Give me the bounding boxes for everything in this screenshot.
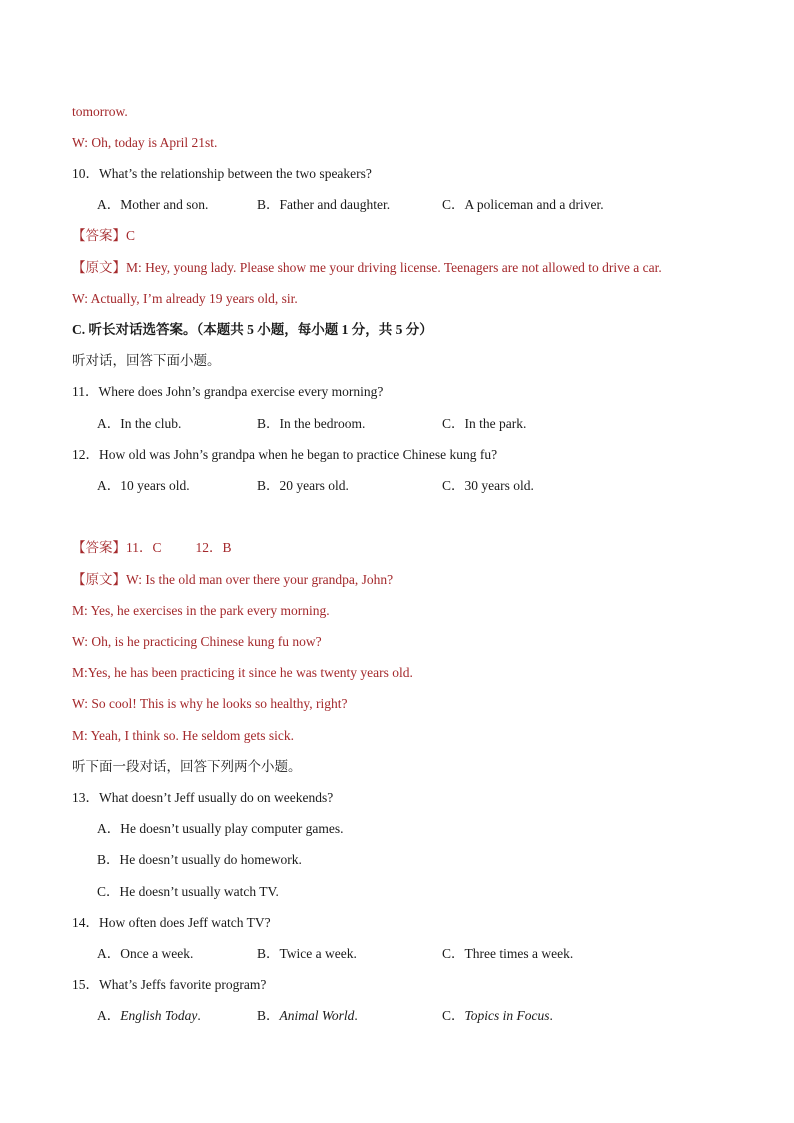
program-title: Animal World xyxy=(279,1008,355,1023)
question-14: 14．How often does Jeff watch TV? xyxy=(72,915,271,930)
original-tag: 【原文】 xyxy=(72,260,126,275)
question-13: 13．What doesn’t Jeff usually do on weekends? xyxy=(72,790,334,805)
answer-value: C xyxy=(126,228,136,243)
answer-tag: 【答案】 xyxy=(72,228,126,243)
transcript-text: M: Hey, young lady. Please show me your driving license. Teenagers are not allowed to drive a car. xyxy=(126,260,662,275)
q12-option-b[interactable]: B．20 years old. xyxy=(257,478,349,493)
section-c-heading: C. 听长对话选答案。（本题共 5 小题，每小题 1 分，共 5 分） xyxy=(72,322,433,337)
period: . xyxy=(197,1008,201,1023)
original-tag: 【原文】 xyxy=(72,572,126,587)
transcript-text: W: Is the old man over there your grandpa, John? xyxy=(126,572,394,587)
transcript-line: M:Yes, he has been practicing it since he was twenty years old. xyxy=(72,665,413,680)
transcript-line: W: Oh, is he practicing Chinese kung fu now? xyxy=(72,634,322,649)
answer-12: 12．B xyxy=(195,540,232,555)
period: . xyxy=(549,1008,553,1023)
question-15: 15．What’s Jeffs favorite program? xyxy=(72,977,267,992)
transcript-line: W: So cool! This is why he looks so healthy, right? xyxy=(72,696,348,711)
q11-option-b[interactable]: B．In the bedroom. xyxy=(257,416,366,431)
question-10: 10．What’s the relationship between the two speakers? xyxy=(72,166,372,181)
program-title: English Today xyxy=(120,1008,198,1023)
option-letter: A． xyxy=(97,1008,121,1023)
transcript-line: W: Actually, I’m already 19 years old, sir. xyxy=(72,291,298,306)
q15-option-c[interactable] xyxy=(442,1007,553,1025)
answer-11-12 xyxy=(72,539,232,557)
q10-option-c[interactable]: C．A policeman and a driver. xyxy=(442,197,604,212)
q11-option-a[interactable]: A．In the club. xyxy=(97,416,182,431)
option-letter: C． xyxy=(442,1008,465,1023)
transcript-line: M: Yes, he exercises in the park every morning. xyxy=(72,603,330,618)
q12-option-a[interactable]: A．10 years old. xyxy=(97,478,190,493)
question-12: 12．How old was John’s grandpa when he began to practice Chinese kung fu? xyxy=(72,447,498,462)
answer-tag: 【答案】 xyxy=(72,540,126,555)
transcript-11-12 xyxy=(72,571,393,589)
q13-option-b[interactable]: B．He doesn’t usually do homework. xyxy=(97,852,302,867)
q10-option-a[interactable]: A．Mother and son. xyxy=(97,197,209,212)
transcript-line: tomorrow. xyxy=(72,104,128,119)
q10-option-b[interactable]: B．Father and daughter. xyxy=(257,197,391,212)
question-11: 11．Where does John’s grandpa exercise every morning? xyxy=(72,384,384,399)
instruction: 听对话，回答下面小题。 xyxy=(72,353,221,368)
option-letter: B． xyxy=(257,1008,280,1023)
period: . xyxy=(354,1008,358,1023)
answer-10 xyxy=(72,227,135,245)
q14-option-c[interactable]: C．Three times a week. xyxy=(442,946,574,961)
q15-option-b[interactable] xyxy=(257,1007,358,1025)
transcript-line: M: Yeah, I think so. He seldom gets sick. xyxy=(72,728,294,743)
q11-option-c[interactable]: C．In the park. xyxy=(442,416,527,431)
q14-option-a[interactable]: A．Once a week. xyxy=(97,946,194,961)
transcript-line: W: Oh, today is April 21st. xyxy=(72,135,218,150)
q12-option-c[interactable]: C．30 years old. xyxy=(442,478,534,493)
answer-11: 11．C xyxy=(126,540,162,555)
q13-option-c[interactable]: C．He doesn’t usually watch TV. xyxy=(97,884,279,899)
program-title: Topics in Focus xyxy=(464,1008,550,1023)
q15-option-a[interactable] xyxy=(97,1007,201,1025)
q13-option-a[interactable]: A．He doesn’t usually play computer games. xyxy=(97,821,344,836)
transcript-10 xyxy=(72,259,662,277)
q14-option-b[interactable]: B．Twice a week. xyxy=(257,946,357,961)
instruction: 听下面一段对话，回答下列两个小题。 xyxy=(72,759,302,774)
